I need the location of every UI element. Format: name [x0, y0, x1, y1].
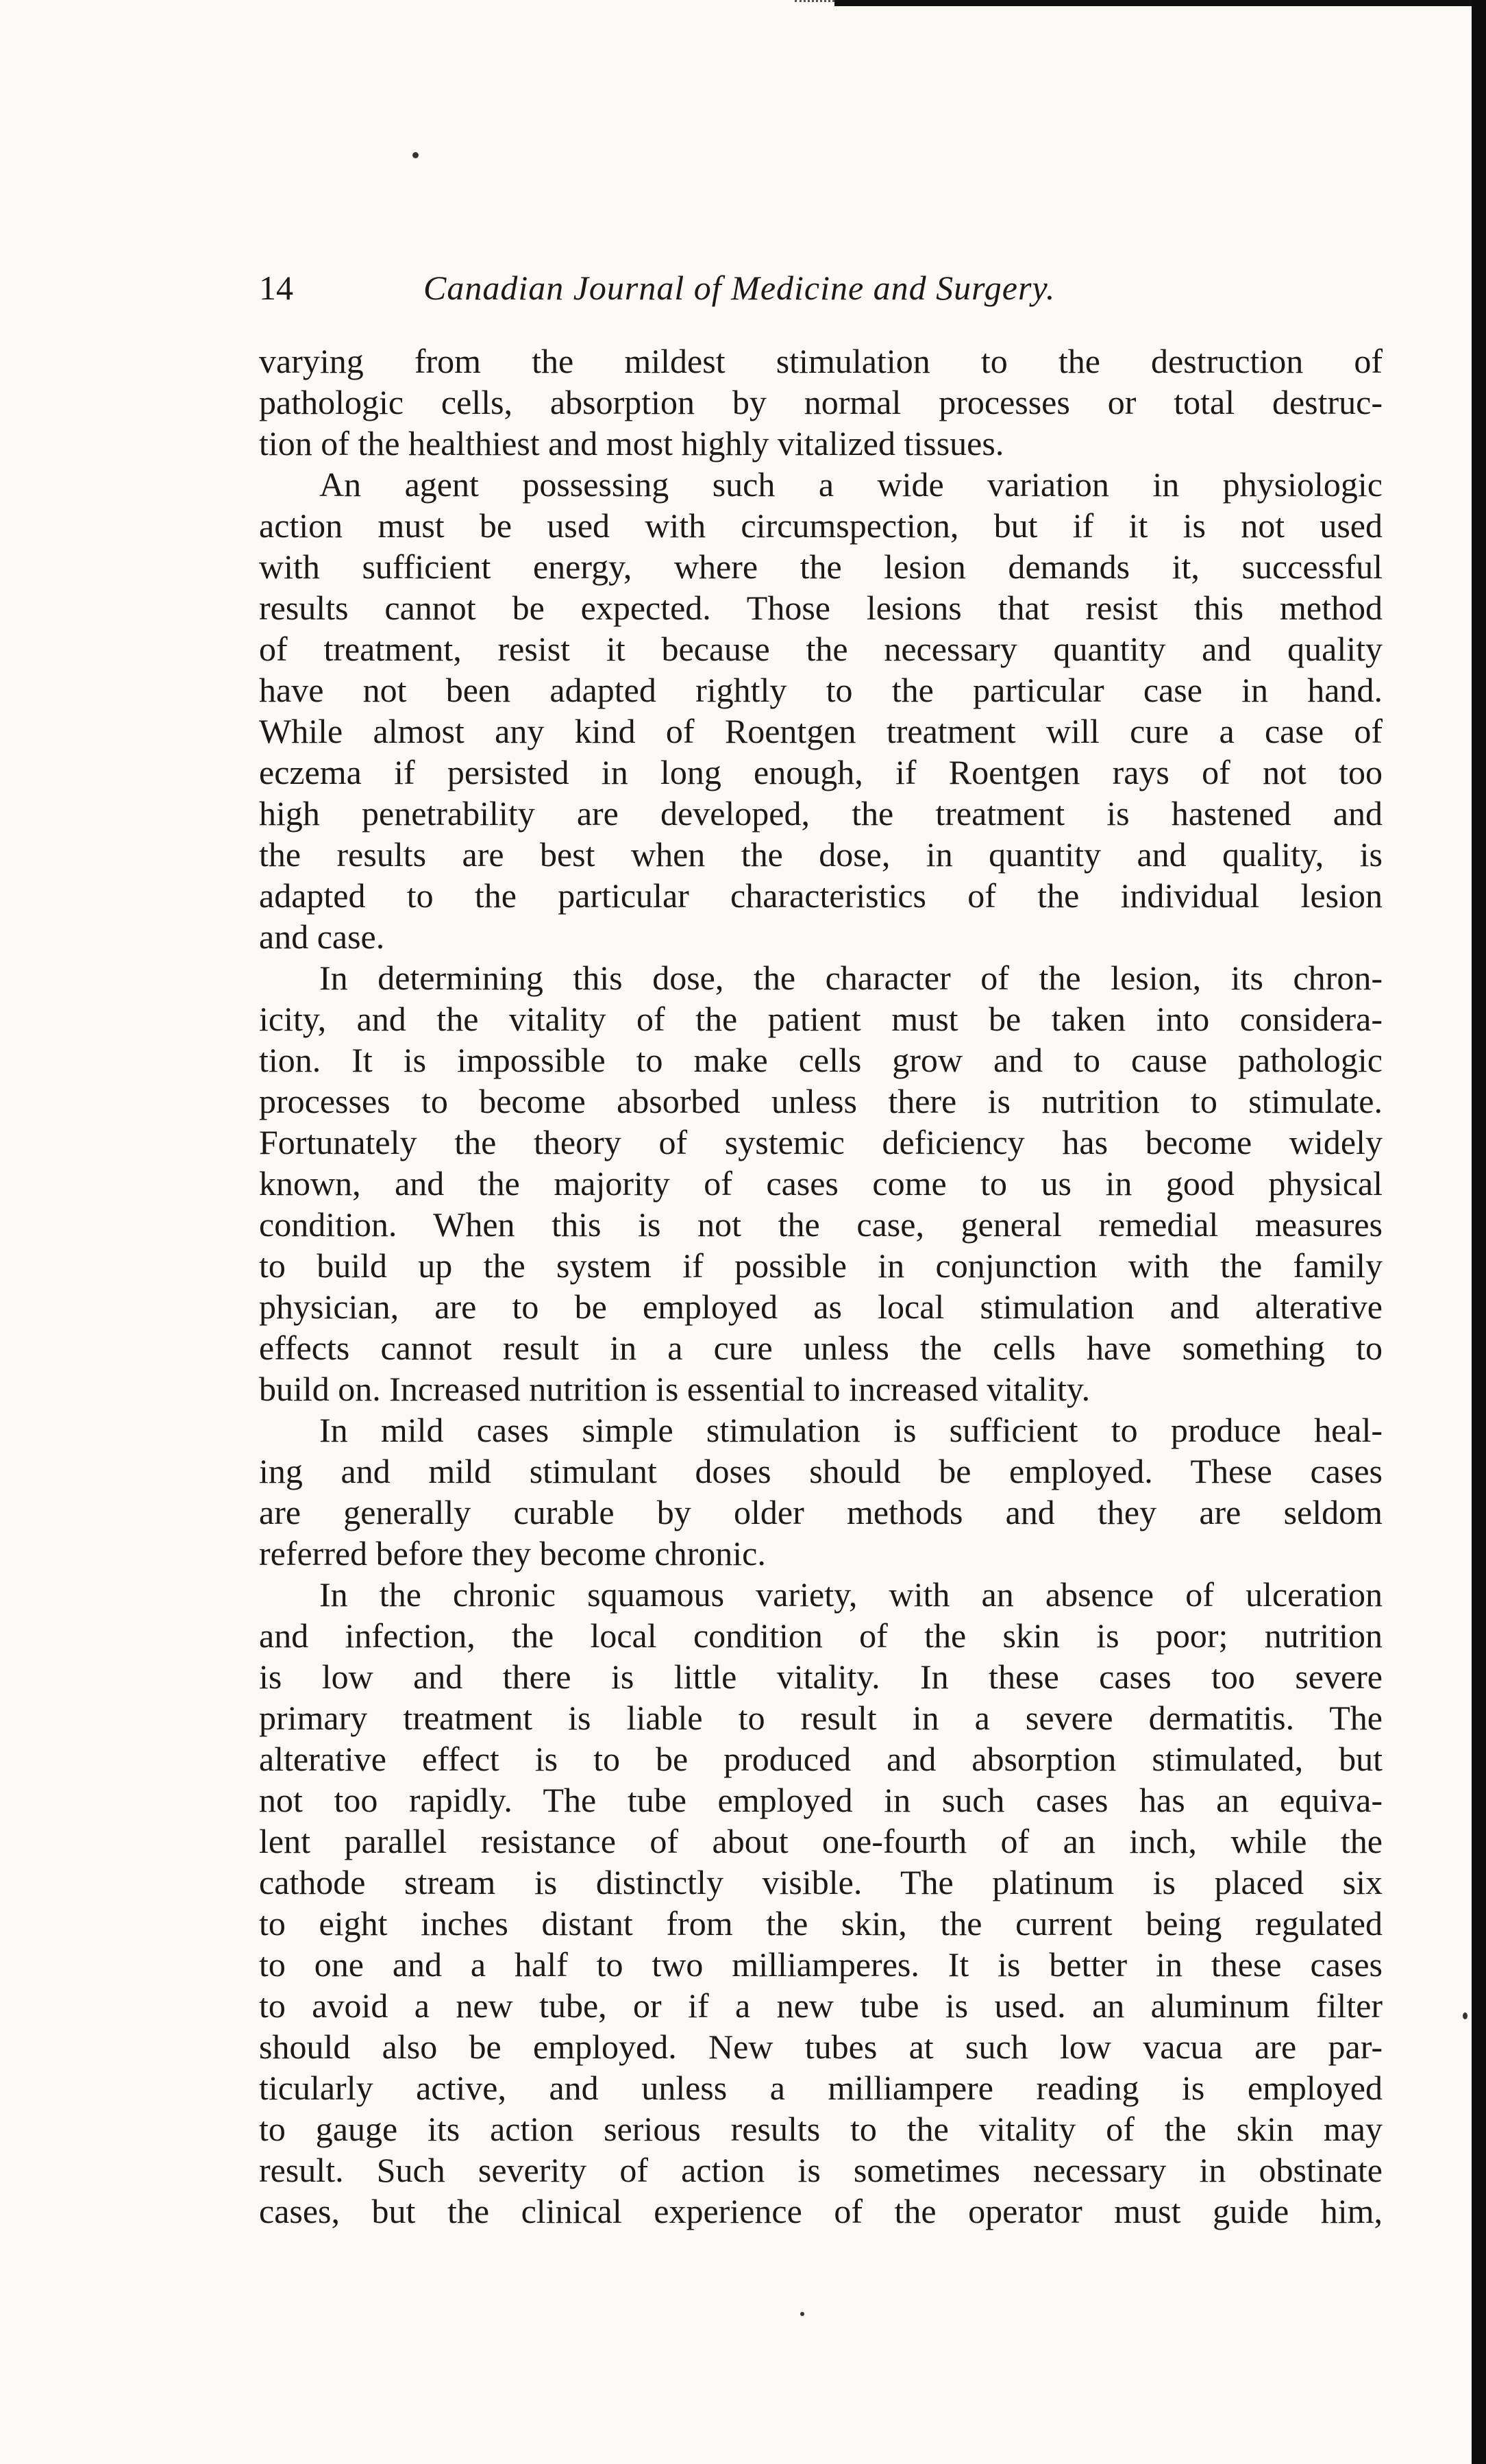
text-line: effects cannot result in a cure unless the cells have something to [259, 1329, 1383, 1367]
text-line: to gauge its action serious results to the vitality of the skin may [259, 2110, 1383, 2148]
ink-speck [412, 152, 419, 158]
running-title: Canadian Journal of Medicine and Surgery. [423, 269, 1056, 307]
body-text [259, 341, 1383, 2232]
text-line: high penetrability are developed, the treatment is hastened and [259, 794, 1383, 833]
text-line: results cannot be expected. Those lesions that resist this method [259, 589, 1383, 627]
top-edge-bar [834, 0, 1486, 6]
text-line: processes to become absorbed unless there is nutrition to stimulate. [259, 1082, 1383, 1120]
text-line: In mild cases simple stimulation is sufficient to produce heal- [319, 1411, 1383, 1449]
text-line: action must be used with circumspection, but if it is not used [259, 506, 1383, 545]
text-line: pathologic cells, absorption by normal processes or total destruc- [259, 383, 1383, 421]
text-line: tion. It is impossible to make cells grow and to cause pathologic [259, 1041, 1383, 1079]
text-line: alterative effect is to be produced and absorption stimulated, but [259, 1740, 1383, 1778]
text-line: Fortunately the theory of systemic deficiency has become widely [259, 1123, 1383, 1161]
text-line: ticularly active, and unless a milliampere reading is employed [259, 2069, 1383, 2107]
text-line: referred before they become chronic. [259, 1534, 766, 1573]
text-line: to eight inches distant from the skin, the current being regulated [259, 1904, 1383, 1943]
ink-speck [1463, 2012, 1468, 2019]
text-line: the results are best when the dose, in quantity and quality, is [259, 835, 1383, 874]
text-line: ing and mild stimulant doses should be employed. These cases [259, 1452, 1383, 1490]
text-line: should also be employed. New tubes at such low vacua are par- [259, 2028, 1383, 2066]
text-line: cathode stream is distinctly visible. The platinum is placed six [259, 1863, 1383, 1901]
right-edge-bar [1472, 0, 1486, 2464]
text-line: to avoid a new tube, or if a new tube is used. an aluminum filter [259, 1986, 1383, 2025]
text-line: with sufficient energy, where the lesion demands it, successful [259, 547, 1383, 586]
ink-speck [800, 2312, 804, 2316]
text-line: known, and the majority of cases come to us in good physical [259, 1164, 1383, 1203]
text-line: tion of the healthiest and most highly vitalized tissues. [259, 424, 1004, 463]
text-line: While almost any kind of Roentgen treatment will cure a case of [259, 712, 1383, 750]
page-header [259, 264, 1383, 312]
text-line: have not been adapted rightly to the particular case in hand. [259, 671, 1383, 709]
text-line: varying from the mildest stimulation to the destruction of [259, 342, 1383, 380]
text-line: are generally curable by older methods and they are seldom [259, 1493, 1383, 1531]
text-line: build on. Increased nutrition is essential to increased vitality. [259, 1370, 1091, 1408]
text-line: An agent possessing such a wide variation in physiologic [319, 465, 1383, 504]
text-line: condition. When this is not the case, general remedial measures [259, 1205, 1383, 1244]
text-line: primary treatment is liable to result in a severe dermatitis. The [259, 1699, 1383, 1737]
text-line: lent parallel resistance of about one-fourth of an inch, while the [259, 1822, 1383, 1860]
text-line: to one and a half to two milliamperes. It is better in these cases [259, 1945, 1383, 1984]
text-line: icity, and the vitality of the patient must be taken into considera- [259, 1000, 1383, 1038]
text-line: adapted to the particular characteristics of the individual lesion [259, 876, 1383, 915]
text-line: In the chronic squamous variety, with an absence of ulceration [319, 1575, 1383, 1614]
text-line: and case. [259, 917, 385, 956]
top-dotted-rule [795, 0, 834, 2]
text-line: eczema if persisted in long enough, if Roentgen rays of not too [259, 753, 1383, 791]
text-line: of treatment, resist it because the necessary quantity and quality [259, 630, 1383, 668]
page-number: 14 [259, 269, 293, 307]
text-line: In determining this dose, the character of the lesion, its chron- [319, 959, 1383, 997]
text-line: cases, but the clinical experience of the operator must guide him, [259, 2192, 1383, 2230]
text-line: is low and there is little vitality. In these cases too severe [259, 1658, 1383, 1696]
text-line: and infection, the local condition of the skin is poor; nutrition [259, 1616, 1383, 1655]
text-line: result. Such severity of action is sometimes necessary in obstinate [259, 2151, 1383, 2189]
text-line: not too rapidly. The tube employed in such cases has an equiva- [259, 1781, 1383, 1819]
text-line: physician, are to be employed as local stimulation and alterative [259, 1288, 1383, 1326]
text-line: to build up the system if possible in conjunction with the family [259, 1246, 1383, 1285]
